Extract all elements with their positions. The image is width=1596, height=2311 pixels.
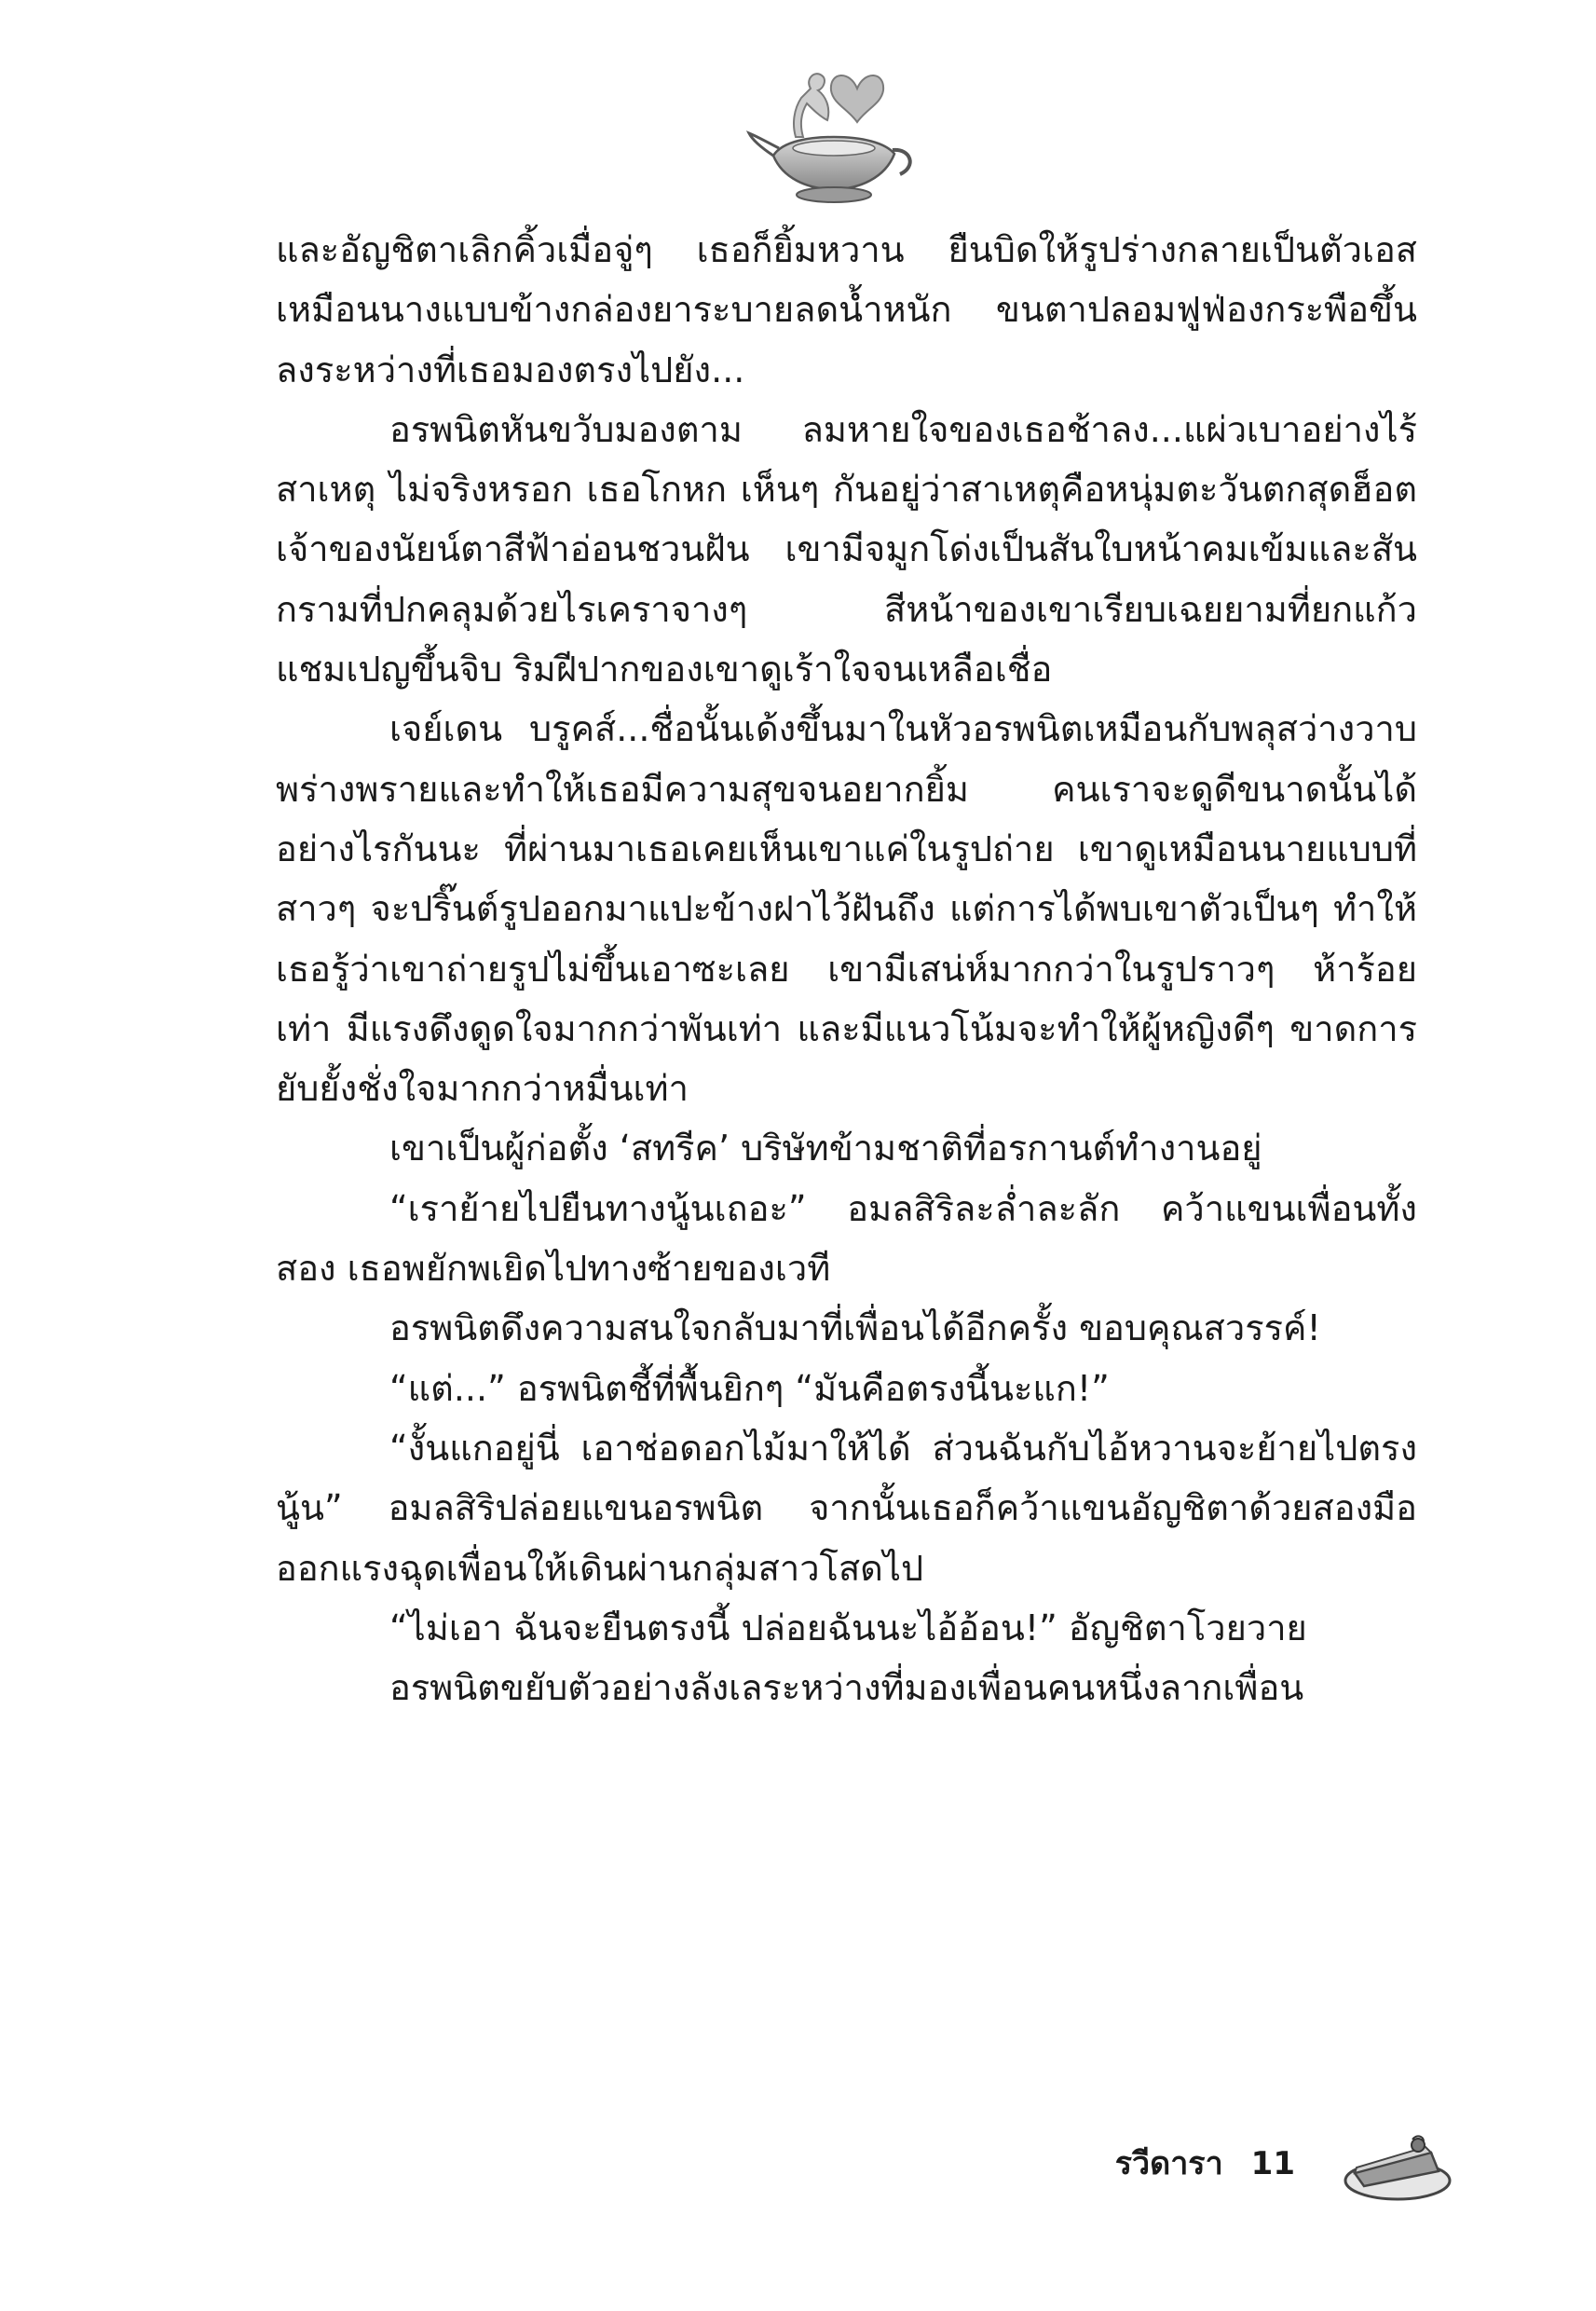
paragraph: “แต่...” อรพนิตชี้ที่พื้นยิกๆ “มันคือตรงนี้นะแก!”	[389, 1367, 1110, 1409]
paragraph: และอัญชิตาเลิกคิ้วเมื่อจู่ๆ เธอก็ยิ้มหวาน ยืนบิดให้รูปร่างกลายเป็นตัวเอสเหมือนนางแบบข้างกล่องยาระบายลดน้ำหนัก ขนตาปลอมฟูฟ่องกระพือขึ้นลงระหว่างที่เธอมองตรงไปยัง...	[276, 229, 1417, 390]
paragraph: “เราย้ายไปยืนทางนู้นเถอะ” อมลสิริละล่ำละลัก คว้าแขนเพื่อนทั้งสอง เธอพยักพเยิดไปทางซ้ายของเวที	[276, 1187, 1417, 1290]
paragraph: อรพนิตดึงความสนใจกลับมาที่เพื่อนได้อีกครั้ง ขอบคุณสวรรค์!	[389, 1307, 1321, 1349]
cake-slice-icon	[1342, 2125, 1453, 2205]
paragraph: เจย์เดน บรูคส์...ชื่อนั้นเด้งขึ้นมาในหัวอรพนิตเหมือนกับพลุสว่างวาบ พร่างพรายและทำให้เธอมีความสุขจนอยากยิ้ม คนเราจะดูดีขนาดนั้นได้อย่างไรกันนะ ที่ผ่านมาเธอเคยเห็นเขาแค่ในรูปถ่าย เขาดูเหมือนนายแบบที่สาวๆ จะปริ๊นต์รูปออกมาแปะข้างฝาไว้ฝันถึง แต่การได้พบเขาตัวเป็นๆ ทำให้เธอรู้ว่าเขาถ่ายรูปไม่ขึ้นเอาซะเลย เขามีเสน่ห์มากกว่าในรูปราวๆ ห้าร้อยเท่า มีแรงดึงดูดใจมากกว่าพันเท่า และมีแนวโน้มจะทำให้ผู้หญิงดีๆ ขาดการยับยั้งชั่งใจมากกว่าหมื่นเท่า	[276, 708, 1417, 1110]
paragraph: อรพนิตขยับตัวอย่างลังเลระหว่างที่มองเพื่อนคนหนึ่งลากเพื่อน	[389, 1667, 1304, 1709]
paragraph: เขาเป็นผู้ก่อตั้ง ‘สทรีค’ บริษัทข้ามชาติที่อรกานต์ทำงานอยู่	[389, 1128, 1262, 1169]
page-number: 11	[1250, 2145, 1295, 2182]
paragraph: “งั้นแกอยู่นี่ เอาช่อดอกไม้มาให้ได้ ส่วนฉันกับไอ้หวานจะย้ายไปตรงนู้น” อมลสิริปล่อยแขนอรพนิต จากนั้นเธอก็คว้าแขนอัญชิตาด้วยสองมือ ออกแรงฉุดเพื่อนให้เดินผ่านกลุ่มสาวโสดไป	[276, 1427, 1417, 1589]
paragraph: อรพนิตหันขวับมองตาม ลมหายใจของเธอช้าลง...แผ่วเบาอย่างไร้สาเหตุ ไม่จริงหรอก เธอโกหก เห็นๆ กันอยู่ว่าสาเหตุคือหนุ่มตะวันตกสุดฮ็อตเจ้าของนัยน์ตาสีฟ้าอ่อนชวนฝัน เขามีจมูกโด่งเป็นสันใบหน้าคมเข้มและสันกรามที่ปกคลุมด้วยไรเคราจางๆ สีหน้าของเขาเรียบเฉยยามที่ยกแก้วแชมเปญขึ้นจิบ ริมฝีปากของเขาดูเร้าใจจนเหลือเชื่อ	[276, 408, 1417, 691]
teacup-lamp-ornament-icon	[745, 51, 922, 219]
paragraph: “ไม่เอา ฉันจะยืนตรงนี้ ปล่อยฉันนะไอ้อ้อน!” อัญชิตาโวยวาย	[389, 1607, 1307, 1648]
body-text	[276, 220, 1417, 1717]
author-name: รวีดารา	[1114, 2145, 1223, 2182]
page-footer	[1081, 2125, 1453, 2208]
footer-text	[1115, 2138, 1295, 2188]
